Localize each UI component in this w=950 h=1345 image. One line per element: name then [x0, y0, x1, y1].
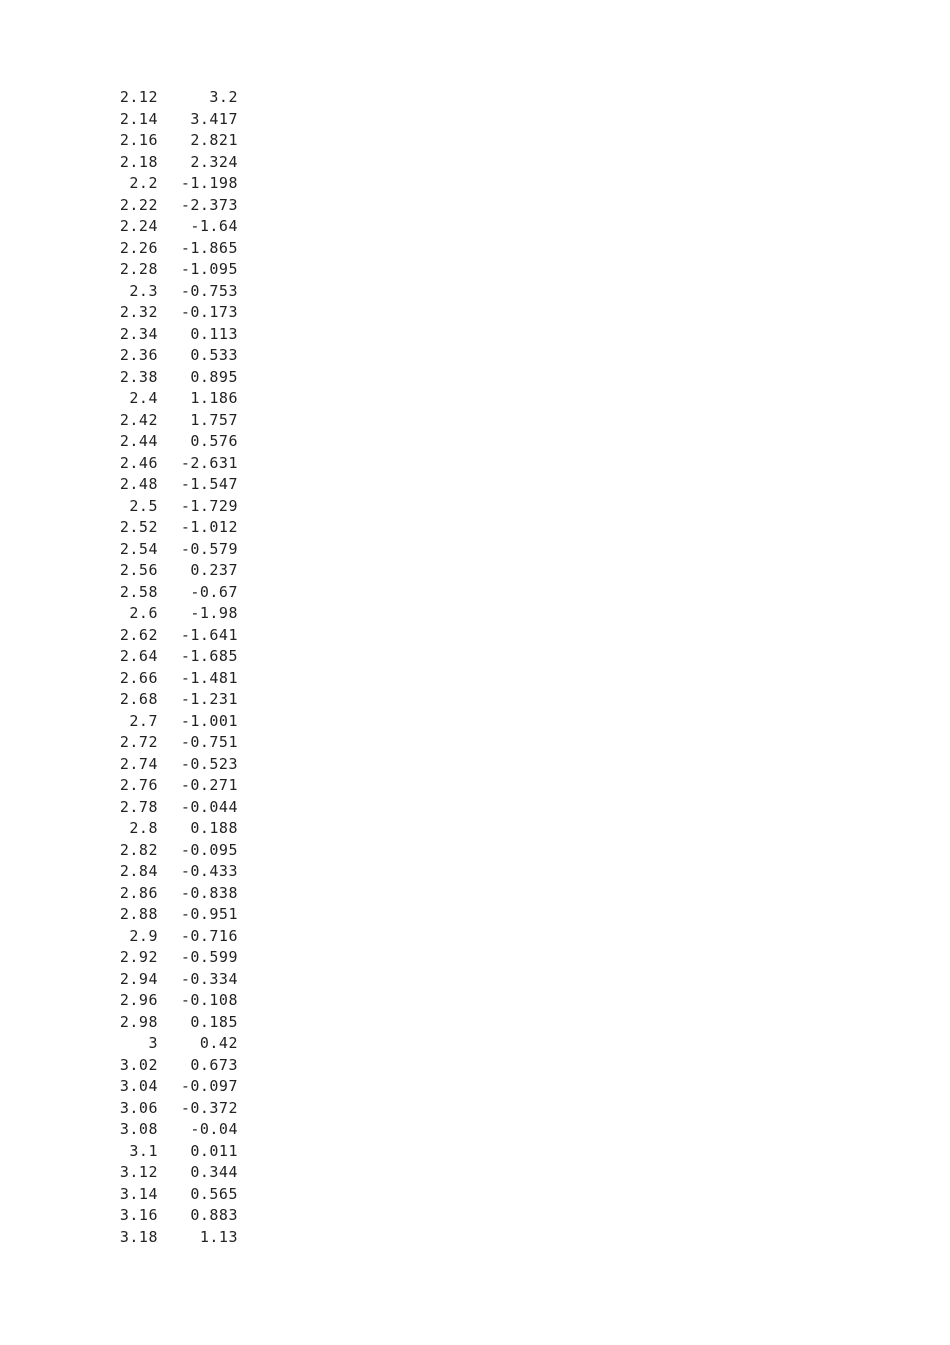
y-value-cell: -0.04 — [190, 1120, 238, 1138]
y-value-cell: -0.838 — [180, 883, 238, 902]
y-value-cell: -0.433 — [180, 862, 238, 880]
x-value-cell: 2.7 — [129, 711, 158, 730]
y-value-cell: 0.533 — [190, 346, 238, 364]
table-row — [100, 1055, 238, 1077]
y-value-cell: -1.98 — [190, 604, 238, 622]
table-row — [100, 689, 238, 711]
table-row — [100, 238, 238, 260]
x-value-cell: 2.9 — [129, 926, 158, 945]
table-row — [100, 1184, 238, 1206]
x-value-cell: 3 — [148, 1034, 158, 1052]
y-value-cell: -0.097 — [180, 1077, 238, 1095]
table-row — [100, 474, 238, 496]
x-value-cell: 2.38 — [119, 367, 158, 386]
table-row — [100, 388, 238, 410]
y-value-cell: -2.631 — [180, 453, 238, 472]
x-value-cell: 2.22 — [119, 195, 158, 214]
x-value-cell: 3.12 — [119, 1163, 158, 1181]
x-value-cell: 2.8 — [129, 819, 158, 837]
x-value-cell: 2.66 — [119, 668, 158, 687]
y-value-cell: -0.579 — [180, 539, 238, 558]
table-row — [100, 496, 238, 518]
table-row — [100, 560, 238, 582]
table-row — [100, 990, 238, 1012]
y-value-cell: 0.883 — [190, 1206, 238, 1224]
table-row — [100, 302, 238, 324]
table-row — [100, 410, 238, 432]
table-row — [100, 1227, 238, 1249]
y-value-cell: 2.821 — [190, 131, 238, 149]
table-row — [100, 431, 238, 453]
table-row — [100, 195, 238, 217]
x-value-cell: 3.08 — [119, 1120, 158, 1138]
table-row — [100, 754, 238, 776]
x-value-cell: 3.16 — [119, 1206, 158, 1224]
x-value-cell: 2.44 — [119, 432, 158, 450]
table-row — [100, 625, 238, 647]
y-value-cell: -1.095 — [180, 260, 238, 278]
table-row — [100, 539, 238, 561]
table-row — [100, 345, 238, 367]
table-row — [100, 259, 238, 281]
y-value-cell: -0.753 — [180, 281, 238, 300]
table-row — [100, 1119, 238, 1141]
table-body — [100, 87, 238, 1248]
table-row — [100, 1141, 238, 1163]
table-row — [100, 947, 238, 969]
table-row — [100, 173, 238, 195]
table-row — [100, 840, 238, 862]
y-value-cell: -0.173 — [180, 303, 238, 321]
x-value-cell: 3.18 — [119, 1227, 158, 1246]
table-row — [100, 904, 238, 926]
y-value-cell: 0.895 — [190, 367, 238, 386]
table-row — [100, 152, 238, 174]
y-value-cell: 1.757 — [190, 410, 238, 429]
x-value-cell: 3.1 — [129, 1141, 158, 1160]
x-value-cell: 2.5 — [129, 496, 158, 515]
y-value-cell: 3.417 — [190, 109, 238, 128]
table-row — [100, 926, 238, 948]
x-value-cell: 2.46 — [119, 453, 158, 472]
y-value-cell: -1.231 — [180, 690, 238, 708]
table-row — [100, 969, 238, 991]
table-row — [100, 582, 238, 604]
x-value-cell: 2.62 — [119, 625, 158, 644]
y-value-cell: 0.185 — [190, 1012, 238, 1031]
x-value-cell: 2.28 — [119, 260, 158, 278]
x-value-cell: 2.54 — [119, 539, 158, 558]
x-value-cell: 2.82 — [119, 840, 158, 859]
y-value-cell: 1.13 — [199, 1227, 238, 1246]
table-row — [100, 1012, 238, 1034]
y-value-cell: -1.481 — [180, 668, 238, 687]
y-value-cell: 0.673 — [190, 1055, 238, 1074]
y-value-cell: -1.729 — [180, 496, 238, 515]
x-value-cell: 2.36 — [119, 346, 158, 364]
table-row — [100, 883, 238, 905]
y-value-cell: -0.951 — [180, 905, 238, 923]
y-value-cell: -2.373 — [180, 195, 238, 214]
table-row — [100, 367, 238, 389]
x-value-cell: 2.84 — [119, 862, 158, 880]
table-row — [100, 797, 238, 819]
x-value-cell: 2.96 — [119, 991, 158, 1009]
y-value-cell: -1.001 — [180, 711, 238, 730]
table-row — [100, 109, 238, 131]
y-value-cell: -0.67 — [190, 582, 238, 601]
table-row — [100, 87, 238, 109]
y-value-cell: -1.865 — [180, 238, 238, 257]
y-value-cell: -1.547 — [180, 475, 238, 493]
x-value-cell: 2.32 — [119, 303, 158, 321]
y-value-cell: 0.42 — [199, 1034, 238, 1052]
x-value-cell: 2.26 — [119, 238, 158, 257]
x-value-cell: 2.86 — [119, 883, 158, 902]
table-row — [100, 732, 238, 754]
x-value-cell: 2.74 — [119, 754, 158, 773]
x-value-cell: 2.64 — [119, 647, 158, 665]
y-value-cell: 0.011 — [190, 1141, 238, 1160]
x-value-cell: 2.4 — [129, 389, 158, 407]
x-value-cell: 2.76 — [119, 776, 158, 794]
table-row — [100, 775, 238, 797]
y-value-cell: 0.113 — [190, 324, 238, 343]
table-row — [100, 818, 238, 840]
y-value-cell: 2.324 — [190, 152, 238, 171]
x-value-cell: 2.88 — [119, 905, 158, 923]
y-value-cell: -0.599 — [180, 948, 238, 966]
y-value-cell: 0.576 — [190, 432, 238, 450]
table-row — [100, 324, 238, 346]
y-value-cell: -1.198 — [180, 174, 238, 192]
x-value-cell: 2.98 — [119, 1012, 158, 1031]
table-row — [100, 646, 238, 668]
table-row — [100, 216, 238, 238]
y-value-cell: -0.716 — [180, 926, 238, 945]
x-value-cell: 2.12 — [119, 88, 158, 106]
y-value-cell: -0.372 — [180, 1098, 238, 1117]
table-row — [100, 1098, 238, 1120]
x-value-cell: 2.56 — [119, 561, 158, 579]
x-value-cell: 2.68 — [119, 690, 158, 708]
table-row — [100, 453, 238, 475]
table-row — [100, 1076, 238, 1098]
x-value-cell: 2.58 — [119, 582, 158, 601]
y-value-cell: -1.685 — [180, 647, 238, 665]
x-value-cell: 2.6 — [129, 604, 158, 622]
table-row — [100, 1033, 238, 1055]
y-value-cell: -0.334 — [180, 969, 238, 988]
y-value-cell: -1.641 — [180, 625, 238, 644]
table-row — [100, 517, 238, 539]
x-value-cell: 2.94 — [119, 969, 158, 988]
x-value-cell: 2.16 — [119, 131, 158, 149]
y-value-cell: -0.271 — [180, 776, 238, 794]
y-value-cell: 0.565 — [190, 1184, 238, 1203]
x-value-cell: 3.06 — [119, 1098, 158, 1117]
x-value-cell: 2.34 — [119, 324, 158, 343]
table-row — [100, 861, 238, 883]
x-value-cell: 2.2 — [129, 174, 158, 192]
table-row — [100, 711, 238, 733]
table-row — [100, 1162, 238, 1184]
x-value-cell: 2.48 — [119, 475, 158, 493]
x-value-cell: 2.42 — [119, 410, 158, 429]
x-value-cell: 2.72 — [119, 733, 158, 751]
y-value-cell: -0.108 — [180, 991, 238, 1009]
x-value-cell: 2.18 — [119, 152, 158, 171]
y-value-cell: -1.64 — [190, 217, 238, 235]
x-value-cell: 3.02 — [119, 1055, 158, 1074]
y-value-cell: 0.344 — [190, 1163, 238, 1181]
y-value-cell: 0.188 — [190, 819, 238, 837]
table-row — [100, 668, 238, 690]
y-value-cell: 1.186 — [190, 389, 238, 407]
data-table — [100, 87, 238, 1248]
y-value-cell: -0.095 — [180, 840, 238, 859]
y-value-cell: 3.2 — [209, 88, 238, 106]
table-row — [100, 130, 238, 152]
x-value-cell: 2.3 — [129, 281, 158, 300]
y-value-cell: -0.044 — [180, 797, 238, 816]
y-value-cell: -0.523 — [180, 754, 238, 773]
x-value-cell: 2.78 — [119, 797, 158, 816]
x-value-cell: 2.24 — [119, 217, 158, 235]
x-value-cell: 3.14 — [119, 1184, 158, 1203]
table-row — [100, 603, 238, 625]
x-value-cell: 2.52 — [119, 518, 158, 536]
x-value-cell: 2.14 — [119, 109, 158, 128]
x-value-cell: 2.92 — [119, 948, 158, 966]
table-row — [100, 281, 238, 303]
y-value-cell: -1.012 — [180, 518, 238, 536]
x-value-cell: 3.04 — [119, 1077, 158, 1095]
y-value-cell: -0.751 — [180, 733, 238, 751]
y-value-cell: 0.237 — [190, 561, 238, 579]
table-row — [100, 1205, 238, 1227]
